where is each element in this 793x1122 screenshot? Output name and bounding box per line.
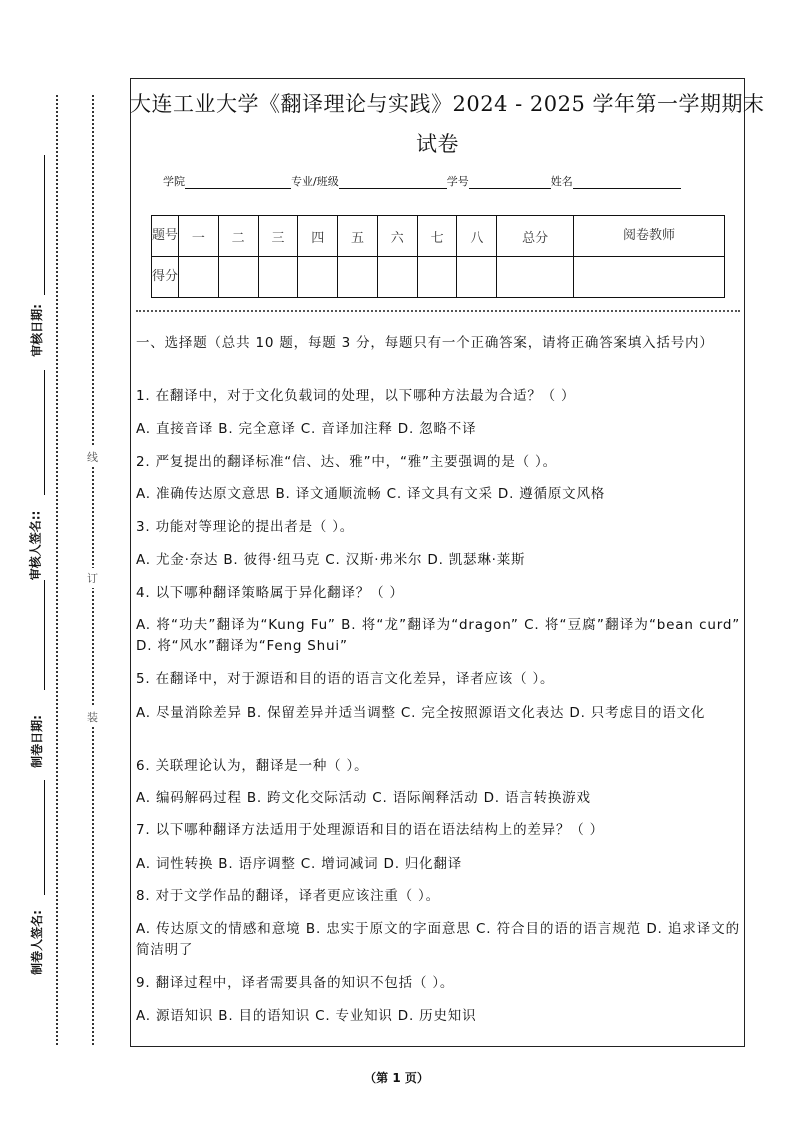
question-6-options: A. 编码解码过程 B. 跨文化交际活动 C. 语际阐释活动 D. 语言转换游戏: [136, 790, 591, 806]
score-cell[interactable]: [179, 257, 219, 298]
reviewer-sign-line: [44, 370, 45, 495]
bind-char-xian: 线: [87, 447, 98, 467]
question-1-options: A. 直接音译 B. 完全意译 C. 音译加注释 D. 忽略不译: [136, 421, 477, 437]
question-7-options: A. 词性转换 B. 语序调整 C. 增词减词 D. 归化翻译: [136, 856, 463, 872]
question-6: 6. 关联理论认为，翻译是一种（ ）。: [136, 758, 369, 774]
bind-char-ding: 订: [87, 568, 98, 588]
row-label-question-no: 题号: [152, 216, 179, 257]
col-5: 五: [338, 216, 378, 257]
col-8: 八: [457, 216, 497, 257]
question-8: 8. 对于文学作品的翻译，译者更应该注重（ ）。: [136, 888, 440, 904]
review-date-line: [44, 155, 45, 295]
make-date-label: 制卷日期:: [29, 715, 44, 768]
score-cell[interactable]: [497, 257, 574, 298]
score-cell[interactable]: [417, 257, 457, 298]
question-8-options: A. 传达原文的情感和意境 B. 忠实于原文的字面意思 C. 符合目的语的语言规范 D. 追求译文的简洁明了: [136, 921, 740, 958]
col-1: 一: [179, 216, 219, 257]
field-major-label: 专业/班级: [291, 175, 339, 188]
question-7: 7. 以下哪种翻译方法适用于处理源语和目的语在语法结构上的差异？（ ）: [136, 822, 604, 838]
question-4: 4. 以下哪种翻译策略属于异化翻译？（ ）: [136, 585, 404, 601]
field-college-blank[interactable]: [185, 175, 291, 189]
col-total: 总分: [497, 216, 574, 257]
question-1: 1. 在翻译中，对于文化负载词的处理，以下哪种方法最为合适？（ ）: [136, 388, 576, 404]
score-table-score-row: [152, 257, 725, 298]
score-table: [151, 215, 725, 298]
col-grader: 阅卷教师: [574, 216, 725, 257]
question-4-options: A. 将“功夫”翻译为“Kung Fu” B. 将“龙”翻译为“dragon” C. 将“豆腐”翻译为“bean curd” D. 将“风水”翻译为“Feng Shui”: [136, 617, 740, 654]
question-9: 9. 翻译过程中，译者需要具备的知识不包括（ ）。: [136, 975, 455, 991]
field-id-blank[interactable]: [469, 175, 551, 189]
question-2: 2. 严复提出的翻译标准“信、达、雅”中，“雅”主要强调的是（ ）。: [136, 454, 557, 470]
bind-char-zhuang: 装: [87, 707, 98, 727]
score-cell[interactable]: [258, 257, 298, 298]
score-cell[interactable]: [298, 257, 338, 298]
col-3: 三: [258, 216, 298, 257]
score-cell[interactable]: [338, 257, 378, 298]
maker-sign-line: [44, 780, 45, 895]
binding-dotted-line-outer: [56, 95, 58, 1045]
score-table-header-row: [152, 216, 725, 257]
student-info: [163, 173, 681, 189]
question-5-options: A. 尽量消除差异 B. 保留差异并适当调整 C. 完全按照源语文化表达 D. 只考虑目的语文化: [136, 705, 706, 721]
field-name-blank[interactable]: [573, 175, 681, 189]
col-7: 七: [417, 216, 457, 257]
row-label-score: 得分: [152, 257, 179, 298]
exam-title: 大连工业大学《翻译理论与实践》2024 - 2025 学年第一学期期末: [130, 92, 765, 116]
question-3-options: A. 尤金·奈达 B. 彼得·纽马克 C. 汉斯·弗米尔 D. 凯瑟琳·莱斯: [136, 552, 526, 568]
reviewer-sign-label: 审核人签名::: [28, 510, 43, 581]
score-cell[interactable]: [377, 257, 417, 298]
review-date-label: 审核日期:: [29, 304, 44, 357]
col-4: 四: [298, 216, 338, 257]
question-9-options: A. 源语知识 B. 目的语知识 C. 专业知识 D. 历史知识: [136, 1008, 477, 1024]
question-3: 3. 功能对等理论的提出者是（ ）。: [136, 519, 355, 535]
score-cell[interactable]: [218, 257, 258, 298]
field-id-label: 学号: [446, 175, 469, 188]
col-6: 六: [377, 216, 417, 257]
make-date-line: [44, 580, 45, 690]
field-name-label: 姓名: [550, 175, 573, 188]
field-major-blank[interactable]: [339, 175, 447, 189]
page-number: （第 1 页）: [364, 1071, 429, 1085]
maker-sign-label: 制卷人签名:: [29, 910, 44, 975]
question-5: 5. 在翻译中，对于源语和目的语的语言文化差异，译者应该（ ）。: [136, 671, 555, 687]
field-college-label: 学院: [163, 175, 185, 188]
separator-dotted: [136, 310, 740, 312]
score-cell[interactable]: [574, 257, 725, 298]
score-cell[interactable]: [457, 257, 497, 298]
question-2-options: A. 准确传达原文意思 B. 译文通顺流畅 C. 译文具有文采 D. 遵循原文风格: [136, 486, 606, 502]
exam-title-line2: 试卷: [416, 132, 459, 156]
section-heading: 一、选择题（总共 10 题，每题 3 分，每题只有一个正确答案，请将正确答案填入括号内）: [136, 335, 714, 351]
col-2: 二: [218, 216, 258, 257]
